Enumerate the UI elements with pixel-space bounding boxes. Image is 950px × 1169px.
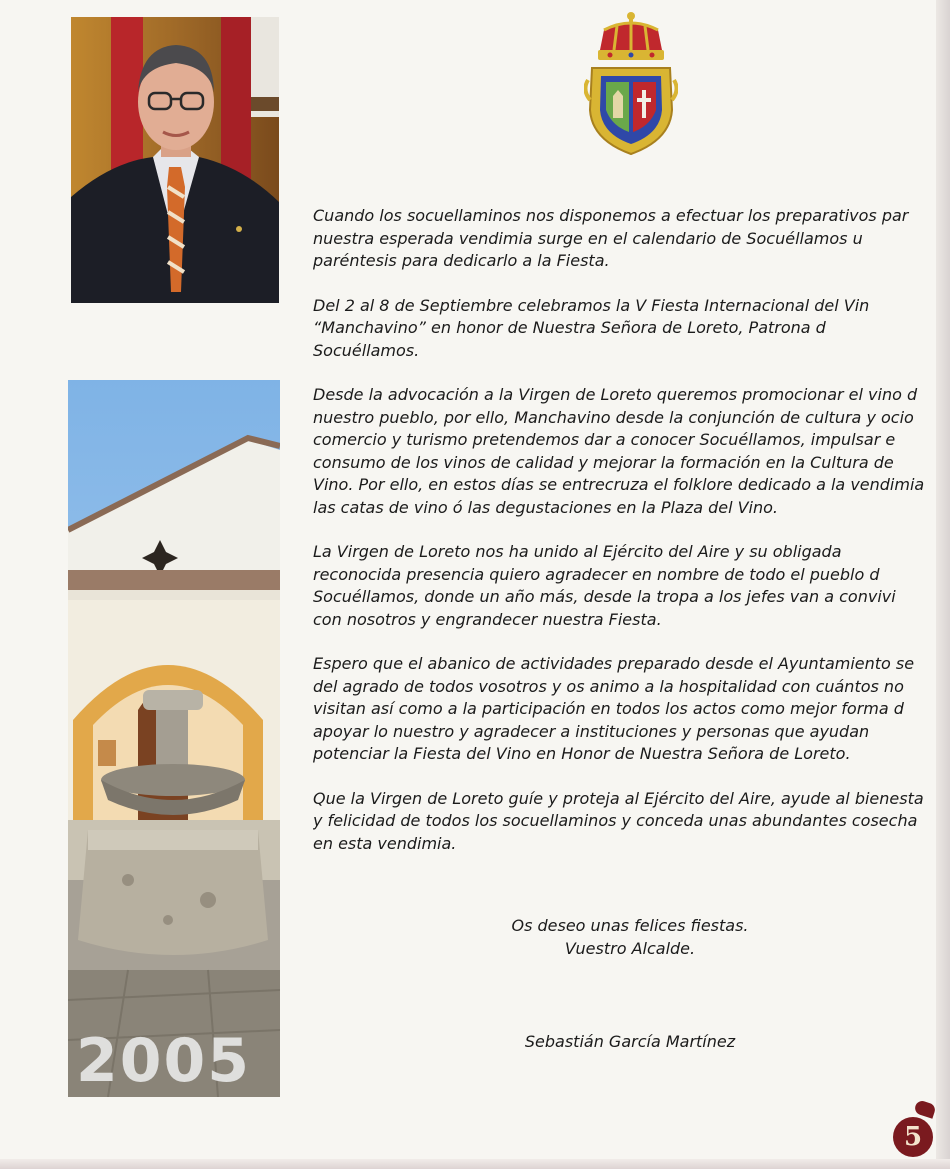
paragraph-2 bbox=[313, 295, 945, 363]
text-line: Espero que el abanico de actividades preparado desde el Ayuntamiento se bbox=[313, 654, 915, 673]
text-line: Socuéllamos. bbox=[313, 340, 420, 360]
page-badge-tab bbox=[913, 1099, 936, 1118]
text-line: y felicidad de todos los socuellaminos y conceda unas abundantes cosecha bbox=[313, 811, 918, 830]
paragraph-6 bbox=[313, 788, 945, 856]
closing-line-1: Os deseo unas felices fiestas. bbox=[511, 916, 749, 935]
mayor-portrait-photo bbox=[71, 17, 279, 303]
text-line: “Manchavino” en honor de Nuestra Señora de Loreto, Patrona d bbox=[313, 318, 826, 337]
text-line: con nosotros y engrandecer nuestra Fiesta. bbox=[313, 609, 662, 629]
text-line: apoyar lo nuestro y agradecer a instituciones y personas que ayudan bbox=[313, 721, 870, 741]
church-illustration bbox=[68, 380, 280, 1097]
crest-icon bbox=[584, 10, 678, 160]
text-line: en esta vendimia. bbox=[313, 833, 457, 853]
text-line: nuestra esperada vendimia surge en el calendario de Socuéllamos u bbox=[313, 228, 863, 248]
text-line: Cuando los socuellaminos nos disponemos a efectuar los preparativos par bbox=[313, 206, 909, 225]
closing-line-2: Vuestro Alcalde. bbox=[564, 939, 696, 958]
page-bottom-edge bbox=[0, 1159, 950, 1169]
closing-greeting bbox=[440, 914, 820, 960]
text-line: potenciar la Fiesta del Vino en Honor de Nuestra Señora de Loreto. bbox=[313, 744, 851, 763]
text-line: paréntesis para dedicarlo a la Fiesta. bbox=[313, 251, 610, 270]
text-line: Desde la advocación a la Virgen de Loreto queremos promocionar el vino d bbox=[313, 385, 918, 404]
text-line: La Virgen de Loreto nos ha unido al Ejército del Aire y su obligada bbox=[313, 542, 842, 561]
signature-name: Sebastián García Martínez bbox=[524, 1032, 736, 1051]
text-line: Vino. Por ello, en estos días se entrecruza el folklore dedicado a la vendimia bbox=[313, 475, 925, 494]
paragraph-3 bbox=[313, 384, 945, 519]
paragraph-5 bbox=[313, 653, 945, 766]
coat-of-arms-emblem bbox=[584, 10, 678, 160]
text-line: Que la Virgen de Loreto guíe y proteja al Ejército del Aire, ayude al bienesta bbox=[313, 788, 924, 808]
page-number: 5 bbox=[893, 1117, 933, 1157]
text-line: reconocida presencia quiero agradecer en nombre de todo el pueblo d bbox=[313, 564, 880, 584]
text-line: nuestro pueblo, por ello, Manchavino desde la conjunción de cultura y ocio bbox=[313, 407, 914, 427]
text-line: del agrado de todos vosotros y os animo a la hospitalidad con cuántos no bbox=[313, 676, 904, 696]
letter-body bbox=[313, 205, 945, 877]
paragraph-1 bbox=[313, 205, 945, 273]
text-line: comercio y turismo pretendemos dar a conocer Socuéllamos, impulsar e bbox=[313, 430, 896, 449]
paragraph-4 bbox=[313, 541, 945, 631]
text-line: consumo de los vinos de calidad y mejorar la formación en la Cultura de bbox=[313, 452, 894, 472]
text-line: visitan así como a la participación en todos los actos como mejor forma d bbox=[313, 699, 904, 718]
year-overlay: 2005 bbox=[76, 1026, 251, 1096]
church-fountain-photo bbox=[68, 380, 280, 1097]
text-line: las catas de vino ó las degustaciones en la Plaza del Vino. bbox=[313, 497, 779, 517]
text-line: Del 2 al 8 de Septiembre celebramos la V Fiesta Internacional del Vin bbox=[313, 295, 870, 315]
text-line: Socuéllamos, donde un año más, desde la tropa a los jefes van a convivi bbox=[313, 587, 896, 606]
portrait-illustration bbox=[71, 17, 279, 303]
